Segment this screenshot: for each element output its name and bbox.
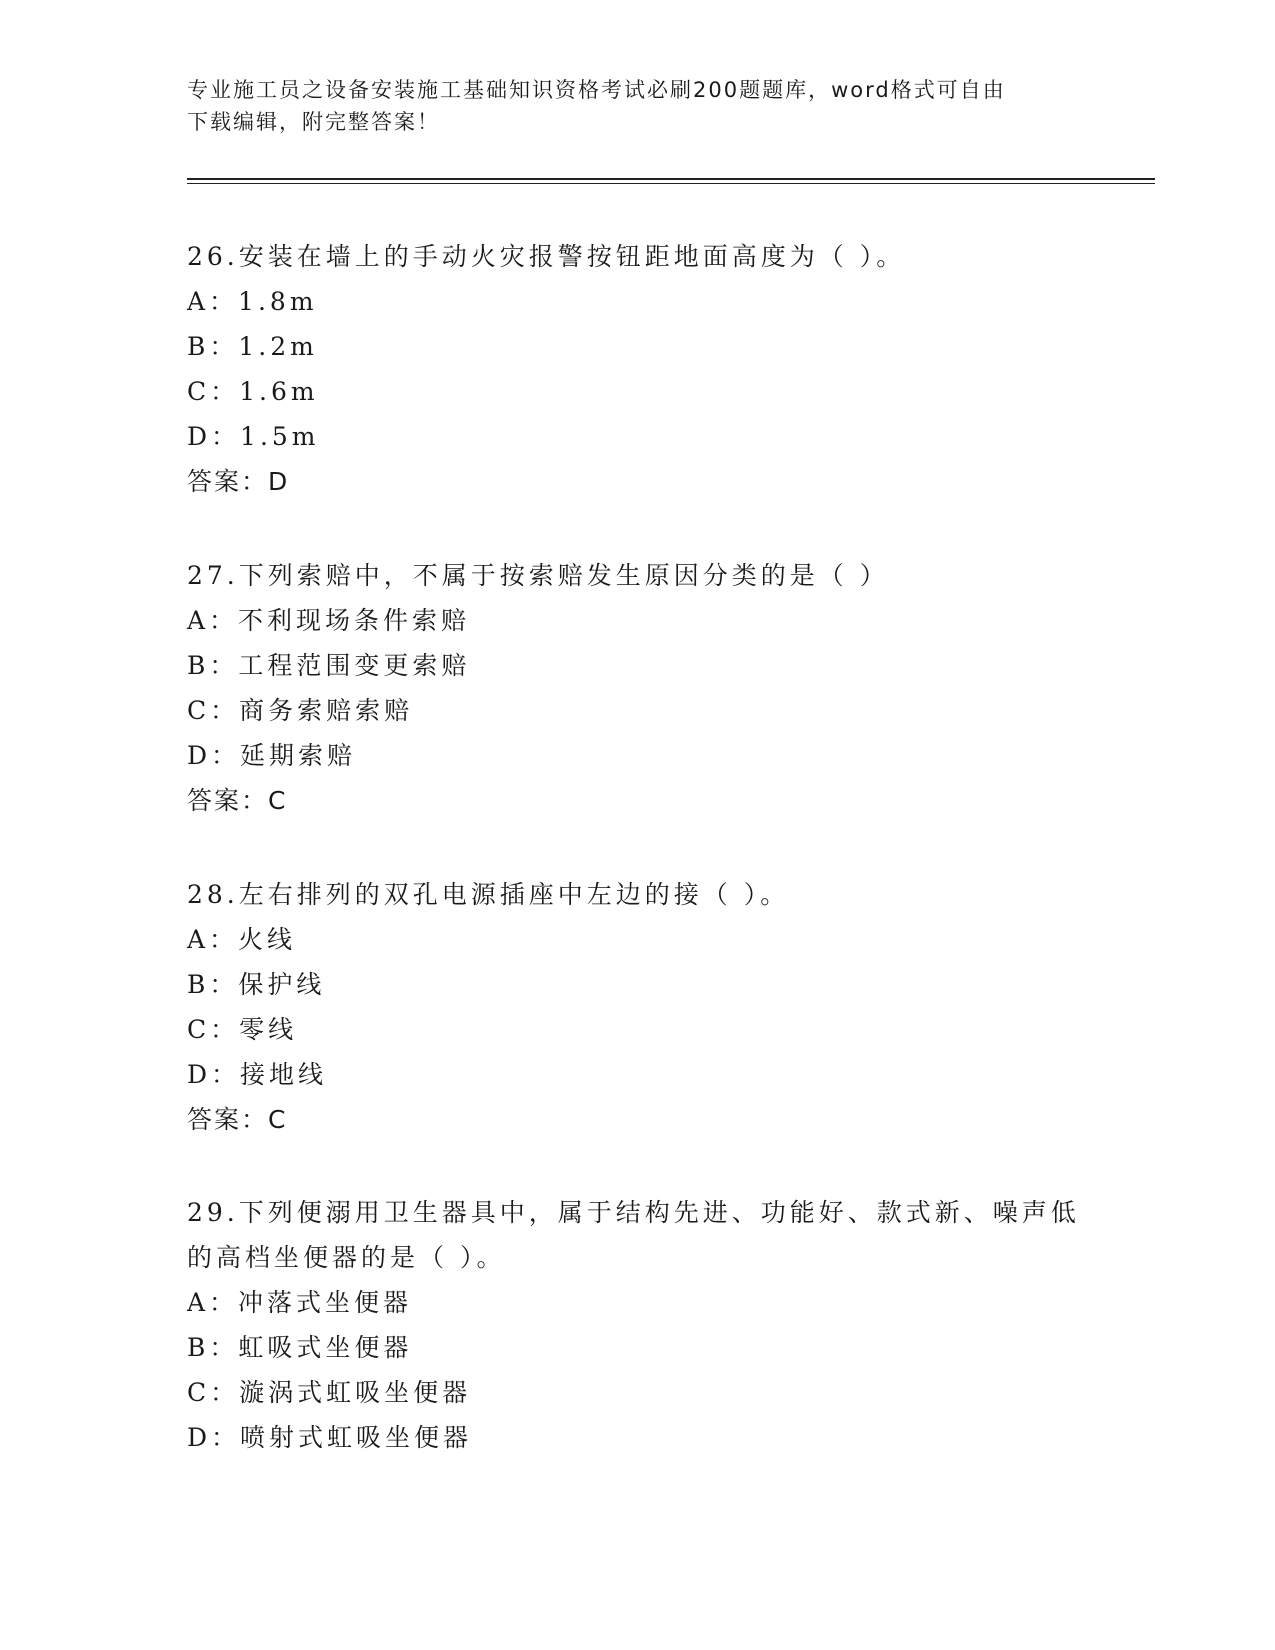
option-c: C：零线 [187, 1015, 298, 1044]
header-line-1: 专业施工员之设备安装施工基础知识资格考试必刷200题题库，word格式可自由 [187, 78, 1006, 102]
option-d: D：接地线 [187, 1060, 328, 1089]
option-d: D：延期索赔 [187, 741, 357, 770]
header-line-2: 下载编辑，附完整答案！ [187, 110, 440, 134]
question-28 [187, 872, 1087, 1142]
option-b: B：1.2m [187, 332, 318, 361]
option-c: C：漩涡式虹吸坐便器 [187, 1378, 472, 1407]
option-b: B：虹吸式坐便器 [187, 1333, 413, 1362]
option-c: C：商务索赔索赔 [187, 696, 414, 725]
answer-line: 答案：D [187, 467, 290, 496]
document-header [187, 74, 1087, 138]
answer-line: 答案：C [187, 1105, 288, 1134]
option-b: B：工程范围变更索赔 [187, 651, 471, 680]
question-stem: 27.下列索赔中，不属于按索赔发生原因分类的是（ ） [187, 561, 889, 590]
question-stem: 26.安装在墙上的手动火灾报警按钮距地面高度为（ ）。 [187, 242, 906, 271]
option-a: A：1.8m [187, 287, 318, 316]
option-d: D：1.5m [187, 422, 320, 451]
question-26 [187, 234, 1087, 504]
option-a: A：不利现场条件索赔 [187, 606, 471, 635]
header-divider-top [187, 178, 1155, 180]
answer-line: 答案：C [187, 786, 288, 815]
question-stem: 28.左右排列的双孔电源插座中左边的接（ ）。 [187, 880, 790, 909]
option-c: C：1.6m [187, 377, 319, 406]
option-a: A：冲落式坐便器 [187, 1288, 413, 1317]
question-stem-line-1: 29.下列便溺用卫生器具中，属于结构先进、功能好、款式新、噪声低 [187, 1198, 1080, 1227]
option-a: A：火线 [187, 925, 297, 954]
option-d: D：喷射式虹吸坐便器 [187, 1423, 473, 1452]
header-divider-bottom [187, 183, 1155, 184]
question-stem-line-2: 的高档坐便器的是（ ）。 [187, 1243, 506, 1272]
option-b: B：保护线 [187, 970, 326, 999]
question-27 [187, 553, 1087, 823]
question-29 [187, 1190, 1087, 1460]
